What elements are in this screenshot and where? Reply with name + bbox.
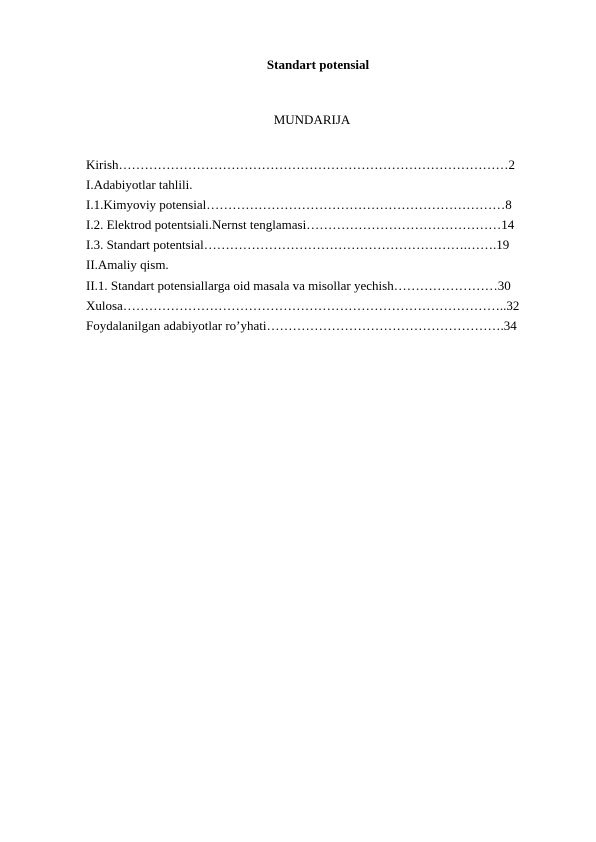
toc-entry-masala-va-misollar: II.1. Standart potensiallarga oid masala va misollar yechish……………………30 [86,277,511,293]
toc-entry-amaliy-qism: II.Amaliy qism. [86,257,169,273]
toc-entry-xulosa: Xulosa……………………………………………………………………………..32 [86,297,520,313]
toc-heading: MUNDARIJA [273,112,351,127]
toc-entry-kirish: Kirish………………………………………………………………………………2 [86,157,515,172]
toc-entry-elektrod-potentsiali: I.2. Elektrod potentsiali.Nernst tenglamasi………………………………………14 [86,217,515,233]
document-title: Standart potensial [266,57,370,72]
toc-entry-adabiyotlar-tahlili: I.Adabiyotlar tahlili. [86,177,193,193]
table-of-contents [86,157,556,338]
toc-entry-standart-potentsial: I.3. Standart potentsial…………………………………………………….…….19 [86,237,510,253]
toc-entry-foydalanilgan-adabiyotlar: Foydalanilgan adabiyotlar ro’yhati……………………………………………….34 [86,317,517,333]
toc-entry-kimyoviy-potensial: I.1.Kimyoviy potensial……………………………………………………………8 [86,197,512,213]
